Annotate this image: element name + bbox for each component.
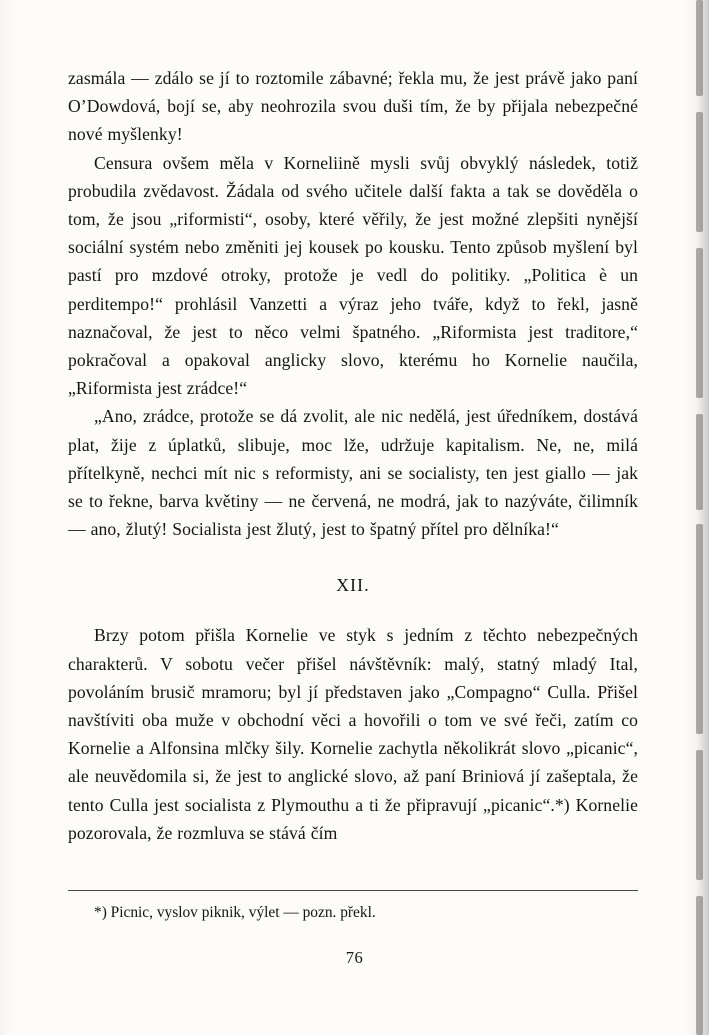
- binding-mark: [696, 112, 703, 232]
- page-text-block: [68, 64, 638, 847]
- paragraph: Censura ovšem měla v Korneliině mysli svůj obvyklý následek, totiž probudila zvědavost. Žádala od svého učitele další fakta a tak se dověděla o tom, že jsou „riformisti“, osoby, které věřily, že jest možné zlepšiti nynější sociální systém nebo změniti jej kousek po kousku. Tento způsob myšlení byl pastí pro mzdové otroky, protože je vedl do politiky. „Politica è un perditempo!“ prohlásil Vanzetti a výraz jeho tváře, když to řekl, jasně naznačoval, že jest to něco velmi špatného. „Riformista jest traditore,“ pokračoval a opakoval anglicky slovo, kterému ho Kornelie naučila, „Riformista jest zrádce!“: [68, 152, 638, 399]
- paragraph: zasmála — zdálo se jí to roztomile zábavné; řekla mu, že jest právě jako paní O’Dowdová, bojí se, aby neohrozila svou duši tím, že by přijala nebezpečné nové myšlenky!: [68, 68, 638, 145]
- binding-mark: [696, 750, 703, 880]
- scan-edge-left: [0, 0, 14, 1035]
- binding-mark: [696, 414, 703, 510]
- paragraph: „Ano, zrádce, protože se dá zvolit, ale nic nedělá, jest úředníkem, dostává plat, žije z úplatků, slibuje, moc lže, udržuje kapitalism. Ne, ne, milá přítelkyně, nechci mít nic s reformisty, ani se socialisty, ten jest giallo — jak se to řekne, barva květiny — ne červená, ne modrá, jak to nazýváte, čilimník — ano, žlutý! Socialista jest žlutý, jest to špatný přítel pro dělníka!“: [68, 406, 638, 540]
- binding-mark: [696, 248, 703, 398]
- page-number: 76: [345, 948, 364, 967]
- footnote-divider: [68, 890, 638, 891]
- footnote-area: [68, 890, 638, 924]
- footnote-text: *) Picnic, vyslov piknik, výlet — pozn. překl.: [94, 904, 376, 921]
- chapter-heading: XII.: [336, 575, 370, 596]
- binding-mark: [696, 0, 703, 96]
- binding-mark: [696, 524, 703, 734]
- paragraph: Brzy potom přišla Kornelie ve styk s jedním z těchto nebezpečných charakterů. V sobotu večer přišel návštěvník: malý, statný mladý Ital, povoláním brusič mramoru; byl jí představen jako „Compagno“ Culla. Přišel navštíviti oba muže v obchodní věci a hovořili o tom ve své řeči, zatím co Kornelie a Alfonsina mlčky šily. Kornelie zachytla několikrát slovo „picanic“, ale neuvědomila si, že jest to anglické slovo, až paní Briniová jí zašeptala, že tento Culla jest socialista z Plymouthu a ti že připravují „picanic“.*) Kornelie pozorovala, že rozmluva se stává čím: [68, 625, 638, 843]
